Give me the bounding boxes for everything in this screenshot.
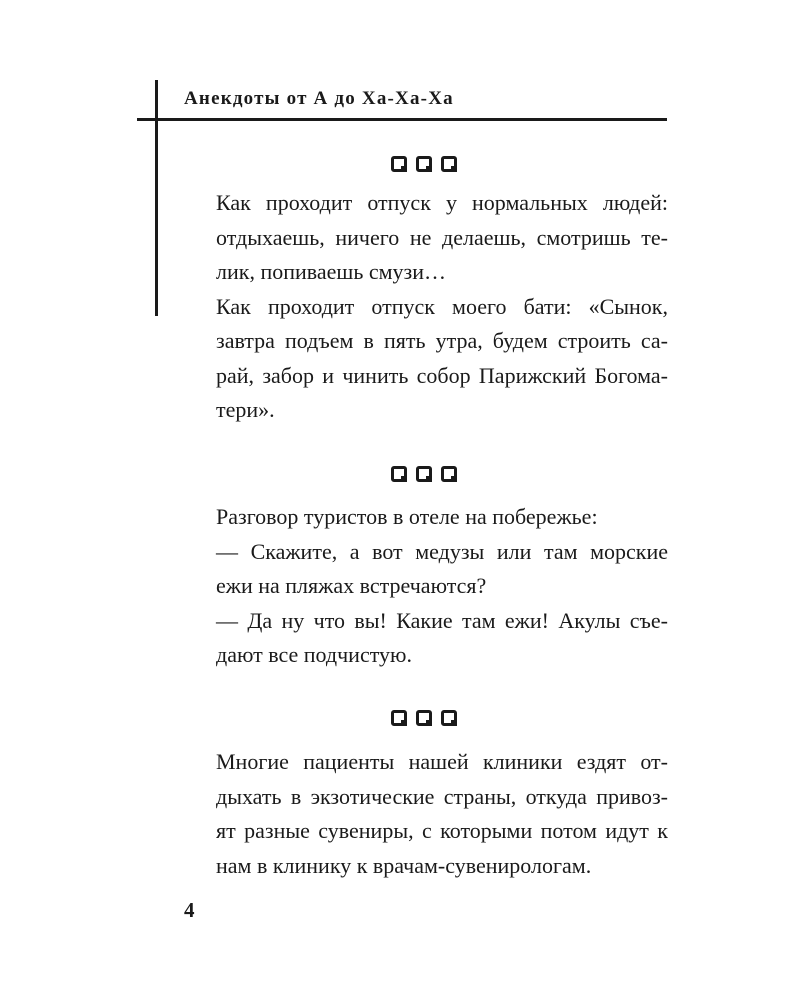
text-line: рай, забор и чинить собор Парижский Богома- xyxy=(216,362,668,388)
joke-1-paragraph-1 xyxy=(184,186,668,290)
joke-3 xyxy=(184,745,668,883)
ornament-square-icon xyxy=(441,156,457,172)
text-line: тери». xyxy=(216,397,275,422)
page-number: 4 xyxy=(184,898,195,922)
ornament-square-icon xyxy=(416,710,432,726)
ornament-square-icon xyxy=(441,710,457,726)
ornament-square-icon xyxy=(391,466,407,482)
joke-3-paragraph-1 xyxy=(184,745,668,883)
joke-2-paragraph-2 xyxy=(184,535,668,604)
ornament-square-icon xyxy=(391,710,407,726)
ornament-square-icon xyxy=(391,156,407,172)
section-separator xyxy=(391,710,457,728)
text-line: лик, попиваешь смузи… xyxy=(216,259,447,284)
ornament-square-icon xyxy=(441,466,457,482)
text-line: Многие пациенты нашей клиники ездят от- xyxy=(216,749,668,774)
text-line: Разговор туристов в отеле на побережье: xyxy=(216,504,598,529)
text-line: Как проходит отпуск у нормальных людей: xyxy=(216,190,668,215)
text-line: дают все подчистую. xyxy=(216,642,412,667)
text-line: нам в клинику к врачам-сувенирологам. xyxy=(216,852,592,878)
joke-2-paragraph-1 xyxy=(184,500,668,535)
text-line: — Да ну что вы! Какие там ежи! Акулы съе- xyxy=(216,607,668,633)
header-horizontal-rule xyxy=(137,118,667,121)
joke-2 xyxy=(184,500,668,673)
header-vertical-rule xyxy=(155,80,158,316)
text-line: отдыхаешь, ничего не делаешь, смотришь те- xyxy=(216,224,668,250)
ornament-square-icon xyxy=(416,466,432,482)
section-separator xyxy=(391,156,457,174)
text-line: ят разные сувениры, с которыми потом идут к xyxy=(216,818,668,843)
text-line: ежи на пляжах встречаются? xyxy=(216,573,487,598)
joke-2-paragraph-3 xyxy=(184,604,668,673)
text-line: дыхать в экзотические страны, откуда привоз- xyxy=(216,783,668,809)
text-line: — Скажите, а вот медузы или там морские xyxy=(216,538,668,564)
ornament-square-icon xyxy=(416,156,432,172)
text-line: завтра подъем в пять утра, будем строить са- xyxy=(216,328,668,353)
running-head: Анекдоты от А до Ха-Ха-Ха xyxy=(184,88,454,109)
text-line: Как проходит отпуск моего бати: «Сынок, xyxy=(216,293,668,319)
section-separator xyxy=(391,466,457,484)
joke-1 xyxy=(184,186,668,428)
joke-1-paragraph-2 xyxy=(184,290,668,428)
